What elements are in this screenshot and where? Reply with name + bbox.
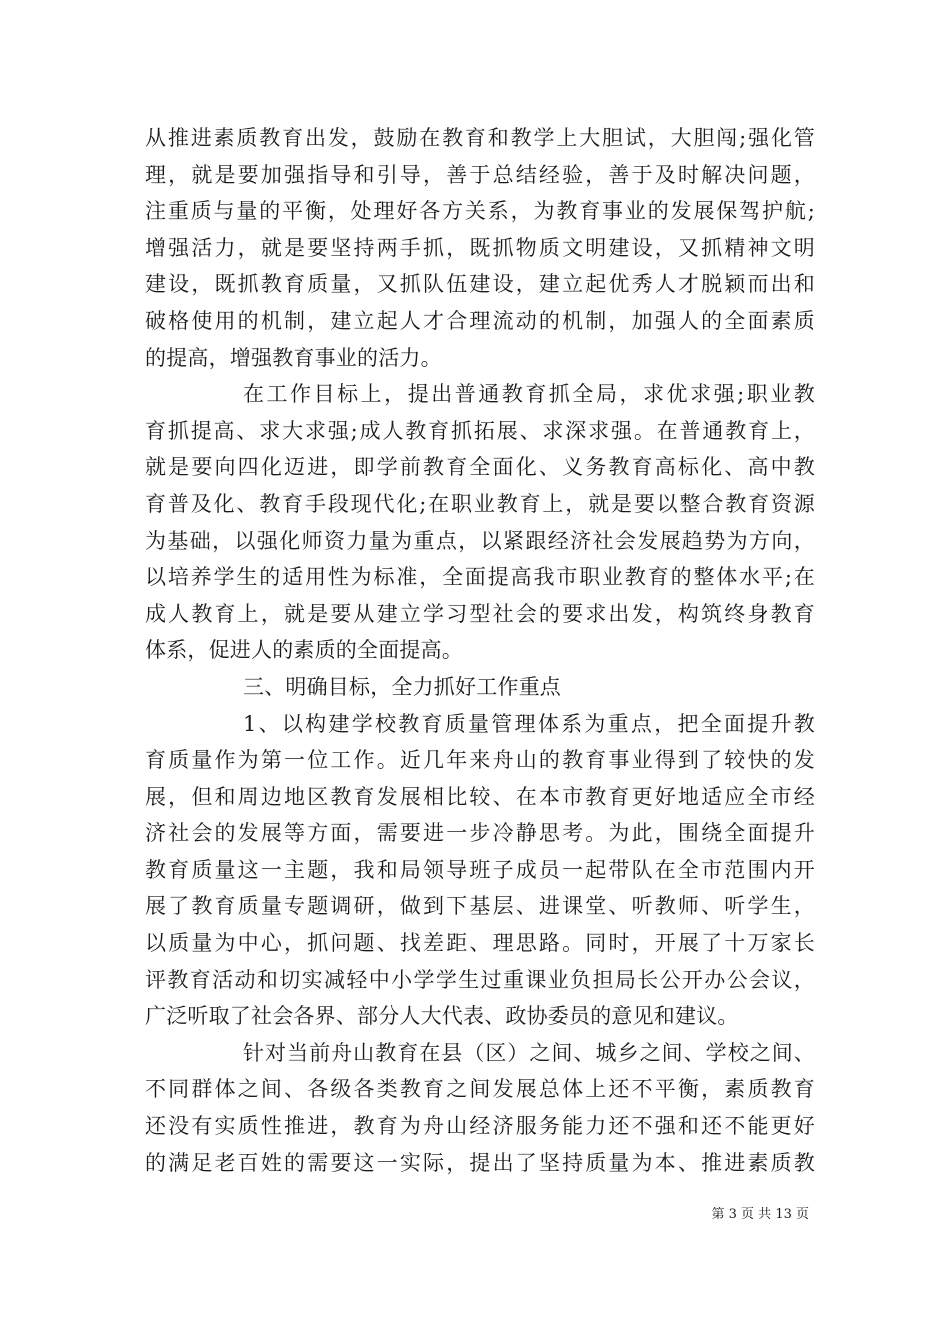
document-body: [145, 120, 815, 1181]
text-line: 从推进素质教育出发，鼓励在教育和教学上大胆试，大胆闯;强化管: [145, 126, 815, 150]
text-line: 还没有实质性推进，教育为舟山经济服务能力还不强和还不能更好: [145, 1114, 815, 1139]
text-line: 育质量作为第一位工作。近几年来舟山的教育事业得到了较快的发: [145, 748, 815, 773]
text-line: 建设，既抓教育质量，又抓队伍建设，建立起优秀人才脱颖而出和: [145, 272, 815, 297]
text-line: 破格使用的机制，建立起人才合理流动的机制，加强人的全面素质: [145, 308, 815, 333]
text-line: 展，但和周边地区教育发展相比较、在本市教育更好地适应全市经: [145, 784, 815, 809]
text-line: 成人教育上，就是要从建立学习型社会的要求出发，构筑终身教育: [145, 601, 815, 626]
paragraph-start-line: 针对当前舟山教育在县（区）之间、城乡之间、学校之间、: [243, 1040, 815, 1065]
text-line: 济社会的发展等方面，需要进一步冷静思考。为此，围绕全面提升: [145, 821, 815, 846]
text-line: 增强活力，就是要坚持两手抓，既抓物质文明建设，又抓精神文明: [145, 235, 815, 260]
text-line: 的提高，增强教育事业的活力。: [145, 345, 442, 370]
page-number-footer: 第 3 页 共 13 页: [711, 1207, 809, 1222]
text-line: 理，就是要加强指导和引导，善于总结经验，善于及时解决问题，: [145, 162, 815, 187]
text-line: 不同群体之间、各级各类教育之间发展总体上还不平衡，素质教育: [145, 1077, 815, 1102]
text-line: 广泛听取了社会各界、部分人大代表、政协委员的意见和建议。: [145, 1004, 739, 1029]
text-line: 以培养学生的适用性为标准，全面提高我市职业教育的整体水平;在: [145, 565, 815, 590]
text-line: 为基础，以强化师资力量为重点，以紧跟经济社会发展趋势为方向，: [145, 528, 815, 553]
text-line: 教育质量这一主题，我和局领导班子成员一起带队在全市范围内开: [145, 857, 815, 882]
text-line: 育抓提高、求大求强;成人教育抓拓展、求深求强。在普通教育上，: [145, 418, 815, 443]
paragraph-start-line: 1、以构建学校教育质量管理体系为重点，把全面提升教: [243, 711, 815, 736]
text-line: 体系，促进人的素质的全面提高。: [145, 638, 463, 663]
text-line: 注重质与量的平衡，处理好各方关系，为教育事业的发展保驾护航;: [145, 199, 815, 224]
text-line: 的满足老百姓的需要这一实际，提出了坚持质量为本、推进素质教: [145, 1150, 815, 1175]
text-line: 育普及化、教育手段现代化;在职业教育上，就是要以整合教育资源: [145, 491, 815, 516]
paragraph-start-line: 在工作目标上，提出普通教育抓全局，求优求强;职业教: [243, 382, 815, 407]
text-line: 评教育活动和切实减轻中小学学生过重课业负担局长公开办公会议，: [145, 967, 815, 992]
text-line: 展了教育质量专题调研，做到下基层、进课堂、听教师、听学生，: [145, 894, 815, 919]
section-heading: 三、明确目标，全力抓好工作重点: [243, 674, 561, 699]
text-line: 以质量为中心，抓问题、找差距、理思路。同时，开展了十万家长: [145, 931, 815, 956]
text-line: 就是要向四化迈进，即学前教育全面化、义务教育高标化、高中教: [145, 455, 815, 480]
